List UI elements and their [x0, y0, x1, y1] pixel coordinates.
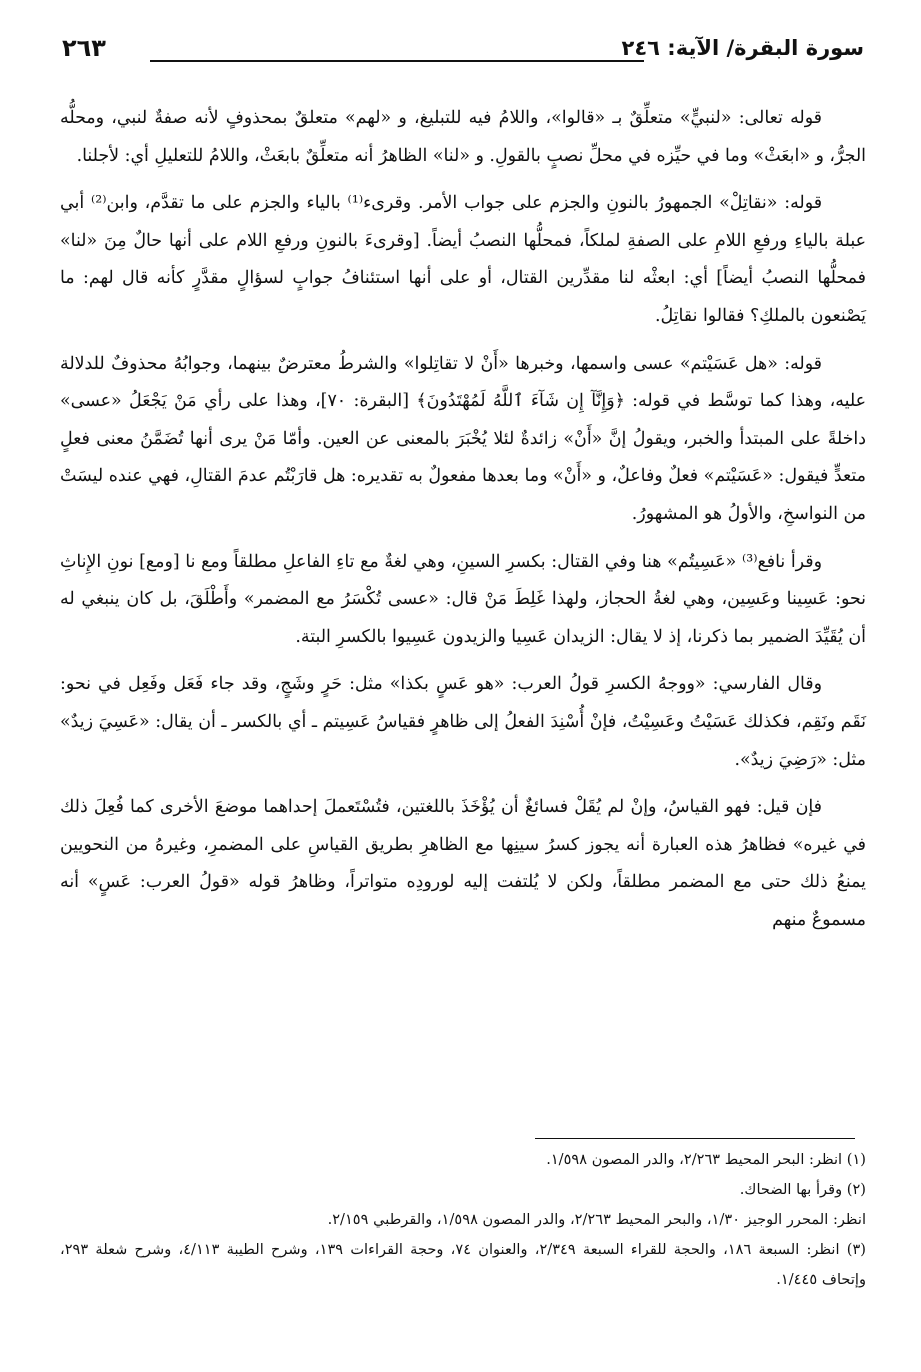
- footnotes: [60, 1145, 866, 1295]
- footnote: انظر: المحرر الوجيز ١/٣٠، والبحر المحيط ٢/٢٦٣، والدر المصون ١/٥٩٨، والقرطبي ٢/١٥٩.: [327, 1211, 866, 1228]
- paragraph: قوله تعالى: «لنبيٍّ» متعلِّقٌ بـ «قالوا»، واللامُ فيه للتبليغ، و «لهم» متعلقٌ بمحذوفٍ لأنه صفةٌ لنبي، ومحلُّه الجرُّ، و «ابعَثْ» وما في حيِّزه في محلِّ نصبٍ بالقولِ. و «لنا» الظاهرُ أنه متعلِّقٌ بابعَثْ، واللامُ للتعليلِ أي: لأجلنا.: [60, 108, 866, 166]
- page-header: [62, 32, 864, 72]
- footnote: (٣) انظر: السبعة ١٨٦، والحجة للقراء السبعة ٢/٣٤٩، والعنوان ٧٤، وحجة القراءات ١٣٩، وشرح الطيبة ٤/١١٣، وشرح شعلة ٢٩٣، وإتحاف ١/٤٤٥.: [60, 1241, 866, 1288]
- running-title: سورة البقرة/ الآية: ٢٤٦: [621, 36, 864, 60]
- paragraph: وقال الفارسي: «ووجهُ الكسرِ قولُ العرب: «هو عَسٍ بكذا» مثل: حَرٍ وشَجٍ، وقد جاء فَعَل وفَعِل في نحو: نَقَم ونَقِم، فكذلك عَسَيْتُ وعَسِيْتُ، فإنْ أُسْنِدَ الفعلُ إلى ظاهرٍ فقياسُ عَسِيتم ـ أي بالكسر ـ أن يقال: «عَسِيَ زيدٌ» مثل: «رَضِيَ زيدٌ».: [60, 674, 866, 770]
- footnote: (١) انظر: البحر المحيط ٢/٢٦٣، والدر المصون ١/٥٩٨.: [546, 1151, 866, 1168]
- paragraph: قوله: «نقاتِلْ» الجمهورُ بالنونِ والجزم على جواب الأمر. وقرىء⁽¹⁾ بالياء والجزم على ما تقدَّم، وابن⁽²⁾ أبي عبلة بالياءِ ورفعِ اللامِ على الصفةِ لملكاً، فمحلُّها النصبُ أيضاً. [وقرىءَ بالنونِ ورفعِ اللام على أنها حالٌ مِنَ «لنا» فمحلُّها النصبُ أيضاً] أي: ابعثْه لنا مقدِّرين القتال، أو على أنها استئنافُ جوابٍ لسؤالٍ مقدَّرٍ كأنه قال لهم: ما يَصْنعون بالملكِ؟ فقالوا نقاتِلُ.: [60, 193, 866, 326]
- header-rule: [150, 60, 644, 62]
- main-text: [60, 100, 866, 949]
- paragraph: فإن قيل: فهو القياسُ، وإنْ لم يُقَلْ فسائغٌ أن يُؤْخَذَ باللغتين، فتُسْتَعملَ إحداهما موضعَ الأخرى كما فُعِلَ ذلك في غيره» فظاهرُ هذه العبارة أنه يجوز كسرُ سينِها مع الظاهرِ بطريق القياسِ على المضمرِ، وغيرهُ من النحويين يمنعُ ذلك حتى مع المضمر مطلقاً، ولكن لا يُلتفت إليه لورودِه متواتراً، وظاهرُ قوله «قولُ العرب: عَسٍ» أنه مسموعٌ منهم: [60, 797, 866, 930]
- paragraph: وقرأ نافع⁽³⁾ «عَسِيتُم» هنا وفي القتال: بكسرِ السينِ، وهي لغةٌ مع تاءِ الفاعلِ مطلقاً ومع نا [ومع] نونِ الإِناثِ نحو: عَسِينا وعَسِين، وهي لغةُ الحجاز، ولهذا غَلِطَ مَنْ قال: «عسى تُكْسَرُ مع المضمر» وأَطْلَقَ، بل كان ينبغي له أن يُقَيِّدَ الضمير بما ذكرنا، إذ لا يقال: الزيدان عَسِيا والزيدون عَسِيوا بالكسرِ البتة.: [60, 551, 866, 647]
- paragraph: قوله: «هل عَسَيْتم» عسى واسمها، وخبرها «أَنْ لا تقاتِلوا» والشرطُ معترضٌ بينهما، وجوابُهُ محذوفٌ للدلالة عليه، وهذا كما توسَّط في قوله: ﴿وَإِنَّآ إِن شَآءَ ٱللَّهُ لَمُهْتَدُونَ﴾ [البقرة: ٧٠]، وهذا على رأي مَنْ يَجْعَلُ «عسى» داخلةً على المبتدأ والخبر، ويقولُ إنَّ «أَنْ» زائدةٌ لئلا يُخْبَرَ بالمعنى عن العين. وأمّا مَنْ يرى أنها تُضَمَّنُ معنى فعلٍ متعدٍّ فيقول: «عَسَيْتم» فعلٌ وفاعلٌ، و «أَنْ» وما بعدها مفعولٌ به تقديره: هل قارَبْتُم عدمَ القتالِ، فهي عنده ليسَتْ من النواسخِ، والأولُ هو المشهورُ.: [60, 353, 866, 524]
- footnote-separator: [535, 1138, 855, 1139]
- footnote: (٢) وقرأ بها الضحاك.: [739, 1181, 866, 1198]
- page-number: ٢٦٣: [62, 34, 106, 62]
